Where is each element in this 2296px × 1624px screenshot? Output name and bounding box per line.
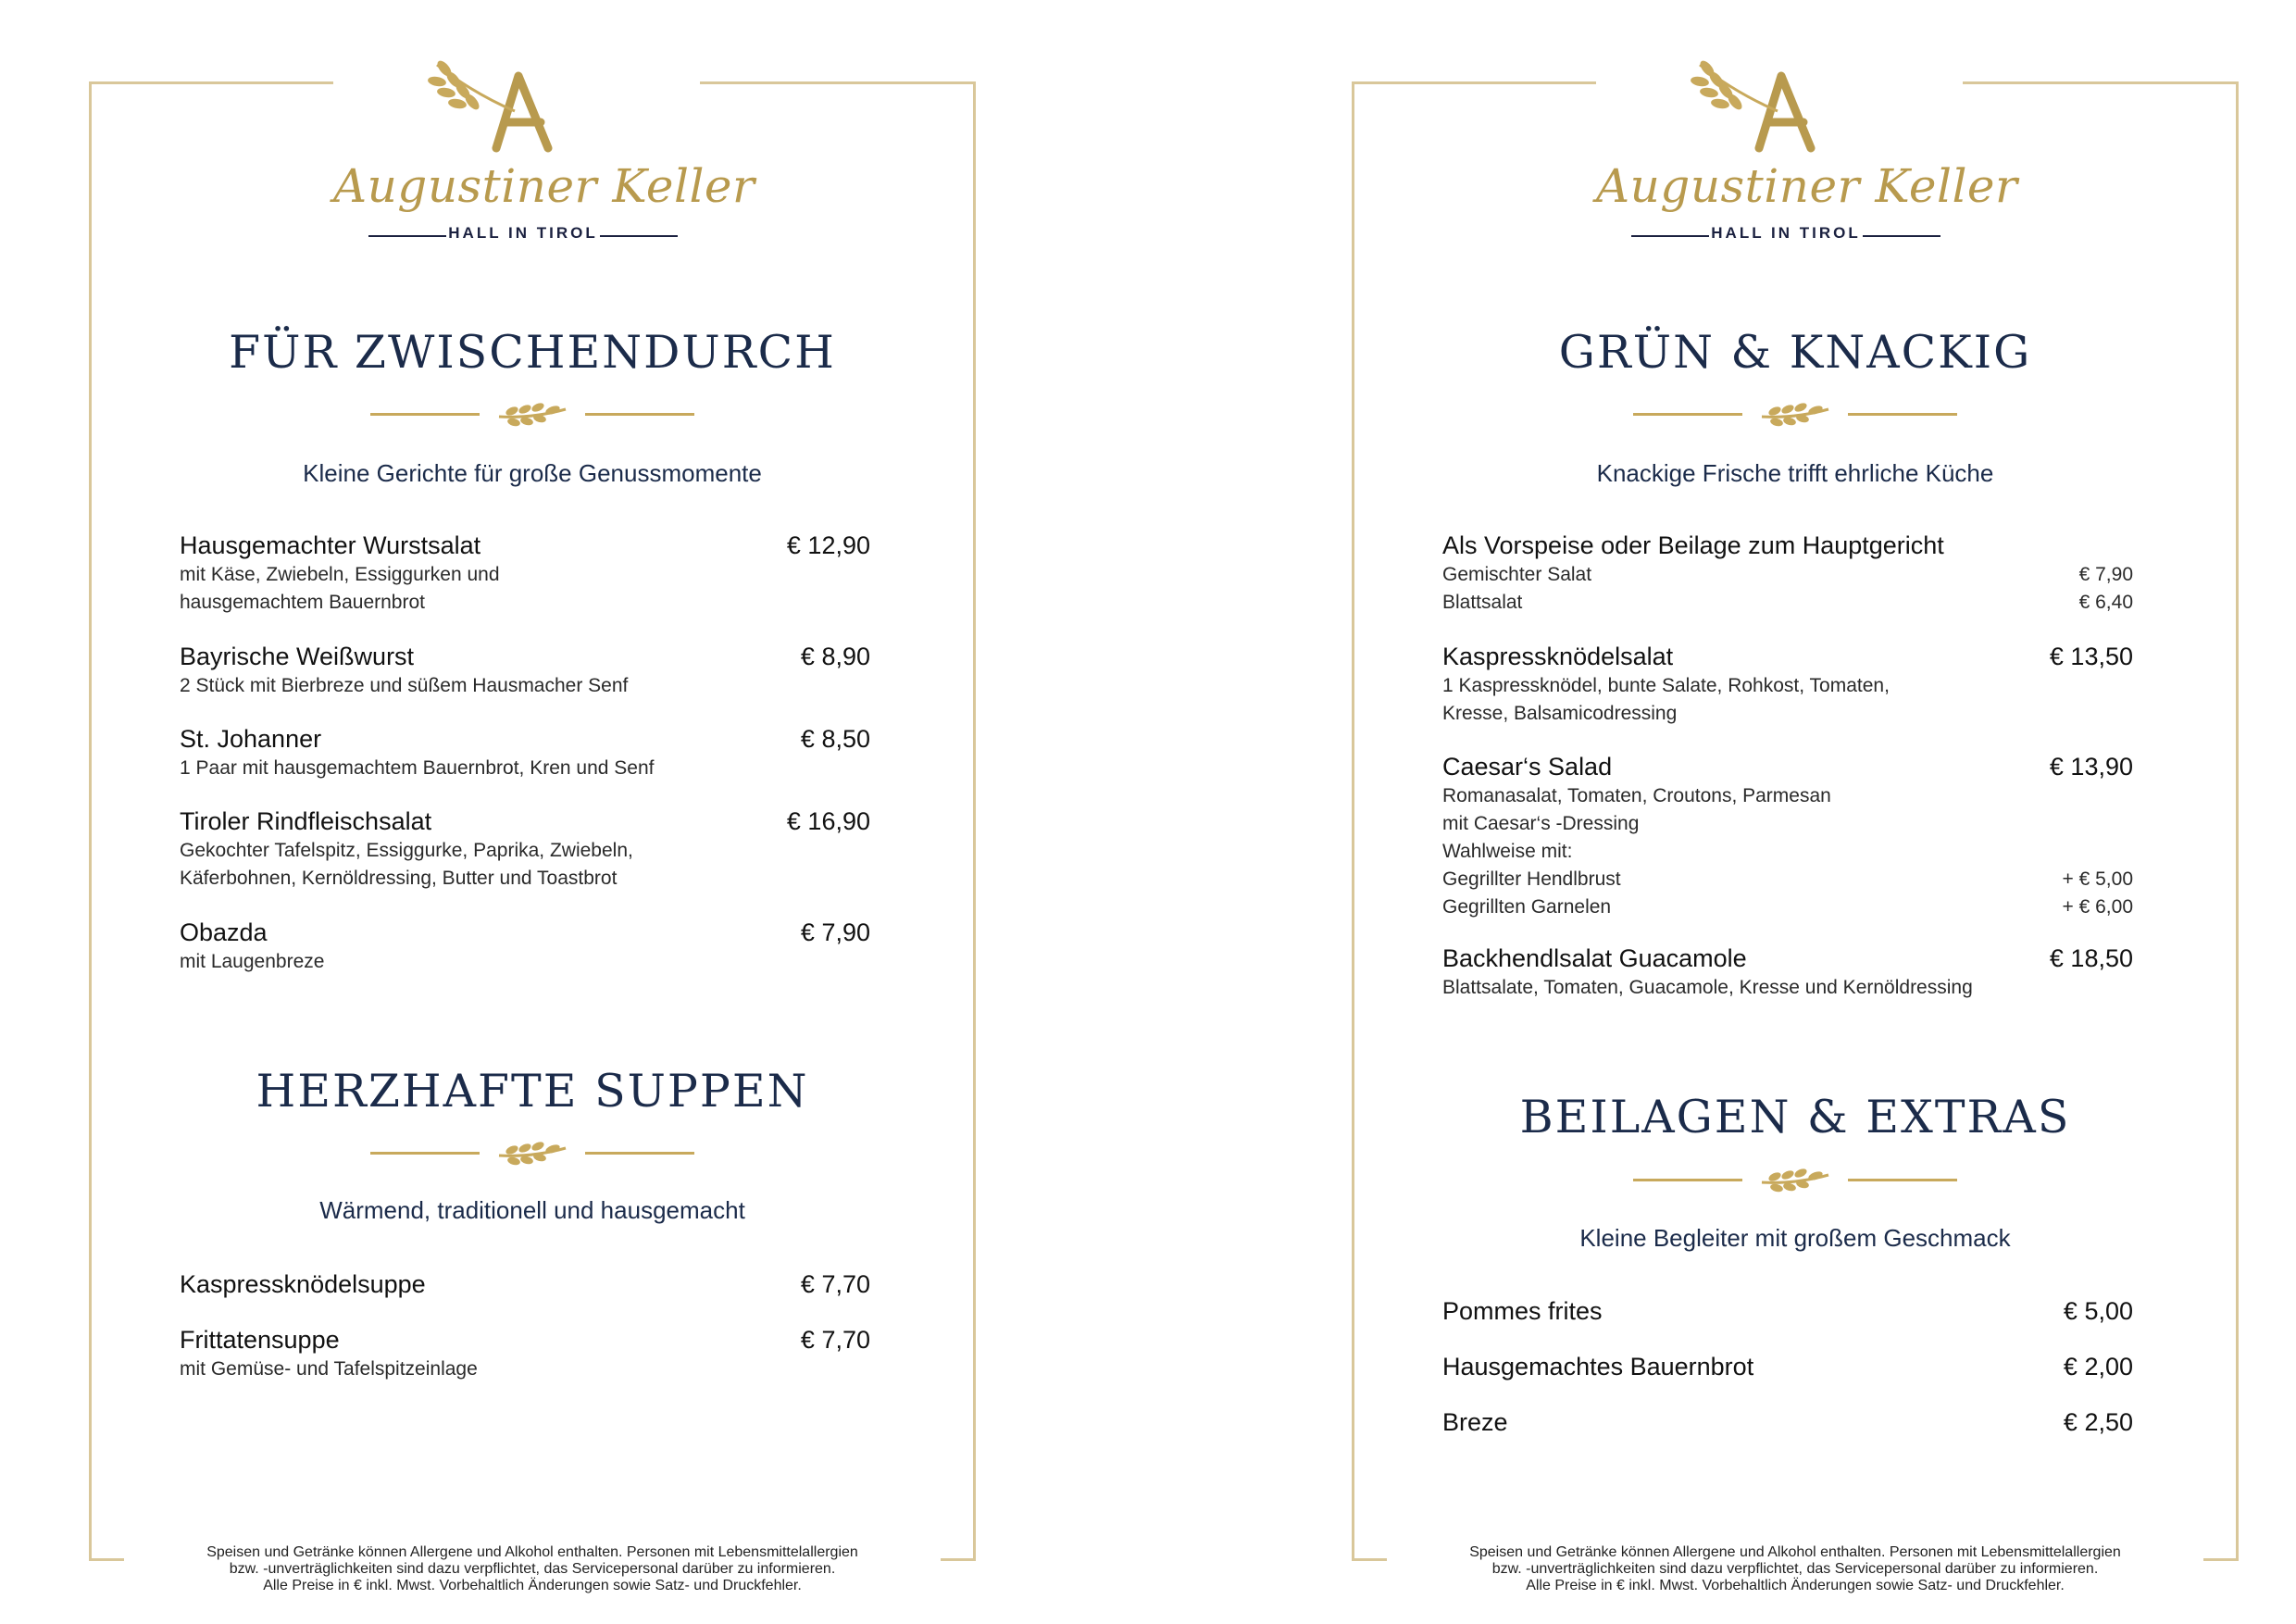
item-description: Blattsalate, Tomaten, Guacamole, Kresse und Kernöldressing xyxy=(1442,977,1973,998)
item-description: 1 Kaspressknödel, bunte Salate, Rohkost, Tomaten, xyxy=(1442,675,1890,696)
option-price: + € 6,00 xyxy=(2062,896,2133,918)
allergen-notice xyxy=(124,1544,941,1594)
item-price: € 18,50 xyxy=(2049,944,2133,972)
option-price: + € 5,00 xyxy=(2062,868,2133,890)
frame-line xyxy=(2236,81,2239,1561)
menu-item xyxy=(180,917,870,976)
section-subtitle: Knackige Frische trifft ehrliche Küche xyxy=(1596,459,1994,487)
item-description: Kresse, Balsamicodressing xyxy=(1442,703,1678,724)
item-price: € 2,00 xyxy=(2063,1353,2133,1380)
menu-item xyxy=(180,723,870,782)
item-name: Obazda xyxy=(180,918,268,946)
menu-item xyxy=(180,1324,870,1383)
section-title: BEILAGEN & EXTRAS xyxy=(1519,1091,2071,1143)
wheat-ornament-icon xyxy=(1756,1164,1834,1197)
menu-item xyxy=(180,806,870,893)
item-price: € 7,70 xyxy=(800,1270,870,1298)
frame-line xyxy=(700,81,976,84)
footer-line: bzw. -unverträglichkeiten sind dazu verpflichtet, das Servicepersonal darüber zu informieren. xyxy=(1491,1561,2099,1577)
item-price: € 7,90 xyxy=(800,918,870,946)
item-name: St. Johanner xyxy=(180,725,322,753)
section-divider xyxy=(370,1135,694,1172)
option-label: Gemischter Salat xyxy=(1442,564,1592,585)
item-name: Backhendlsalat Guacamole xyxy=(1442,944,1747,972)
footer-line: Speisen und Getränke können Allergene und Alkohol enthalten. Personen mit Lebensmittelallergien xyxy=(206,1544,858,1560)
frame-line xyxy=(89,81,92,1561)
brand-logo xyxy=(333,56,755,242)
item-name: Hausgemachtes Bauernbrot xyxy=(1442,1353,1754,1380)
menu-item xyxy=(1442,530,2133,617)
brand-subtitle: HALL IN TIROL xyxy=(448,224,598,242)
wheat-ornament-icon xyxy=(493,398,571,431)
item-price: € 13,50 xyxy=(2049,643,2133,670)
menu-item xyxy=(1442,1351,2133,1382)
option-price: € 7,90 xyxy=(2078,564,2133,585)
item-description: mit Gemüse- und Tafelspitzeinlage xyxy=(180,1358,478,1380)
frame-line xyxy=(973,81,976,1561)
option-label: Gegrillter Hendlbrust xyxy=(1442,868,1621,890)
item-name: Pommes frites xyxy=(1442,1297,1603,1325)
section-subtitle: Kleine Begleiter mit großem Geschmack xyxy=(1579,1224,2011,1252)
item-option xyxy=(1442,866,2133,893)
item-price: € 16,90 xyxy=(786,807,870,835)
item-price: € 8,50 xyxy=(800,725,870,753)
menu-page-right xyxy=(1263,0,2296,1624)
item-description: 1 Paar mit hausgemachtem Bauernbrot, Kren und Senf xyxy=(180,757,655,779)
item-option xyxy=(1442,561,2133,589)
footer-line: Alle Preise in € inkl. Mwst. Vorbehaltlich Änderungen sowie Satz- und Druckfehler. xyxy=(263,1578,802,1593)
item-option xyxy=(1442,589,2133,617)
menu-item xyxy=(180,641,870,700)
wheat-ornament-icon xyxy=(493,1137,571,1170)
item-name: Tiroler Rindfleischsalat xyxy=(180,807,432,835)
wheat-a-logo-icon xyxy=(1596,56,1963,157)
option-price: € 6,40 xyxy=(2078,592,2133,613)
brand-subtitle-row xyxy=(333,224,700,252)
section-title: FÜR ZWISCHENDURCH xyxy=(229,326,836,379)
item-description: Romanasalat, Tomaten, Croutons, Parmesan xyxy=(1442,785,1831,806)
footer-line: Alle Preise in € inkl. Mwst. Vorbehaltlich Änderungen sowie Satz- und Druckfehler. xyxy=(1526,1578,2065,1593)
brand-logo xyxy=(1596,56,2018,242)
item-description: mit Caesar‘s -Dressing xyxy=(1442,813,1640,834)
frame-line xyxy=(1352,81,1596,84)
brand-subtitle-row xyxy=(1596,224,1963,252)
section-divider xyxy=(1633,1162,1957,1199)
item-description: Käferbohnen, Kernöldressing, Butter und Toastbrot xyxy=(180,868,618,889)
item-description: Wahlweise mit: xyxy=(1442,841,1573,862)
item-description: Gekochter Tafelspitz, Essiggurke, Paprika, Zwiebeln, xyxy=(180,840,633,861)
menu-item xyxy=(1442,1295,2133,1327)
section-divider xyxy=(370,396,694,433)
item-option xyxy=(1442,893,2133,921)
item-name: Als Vorspeise oder Beilage zum Hauptgericht xyxy=(1442,531,1944,559)
frame-line xyxy=(1963,81,2239,84)
brand-name: Augustiner Keller xyxy=(333,159,755,213)
section-subtitle: Kleine Gerichte für große Genussmomente xyxy=(303,459,762,487)
menu-item xyxy=(1442,1406,2133,1438)
section-title: GRÜN & KNACKIG xyxy=(1558,326,2032,379)
frame-line xyxy=(941,1558,976,1561)
item-name: Kaspressknödelsuppe xyxy=(180,1270,426,1298)
wheat-ornament-icon xyxy=(1756,398,1834,431)
frame-line xyxy=(1352,1558,1387,1561)
frame-line xyxy=(89,81,333,84)
item-name: Breze xyxy=(1442,1408,1508,1436)
item-description: mit Käse, Zwiebeln, Essiggurken und xyxy=(180,564,500,585)
frame-line xyxy=(89,1558,124,1561)
item-name: Kaspressknödelsalat xyxy=(1442,643,1674,670)
item-name: Caesar‘s Salad xyxy=(1442,753,1613,781)
item-price: € 2,50 xyxy=(2063,1408,2133,1436)
item-description: mit Laugenbreze xyxy=(180,951,325,972)
allergen-notice xyxy=(1387,1544,2203,1594)
option-label: Blattsalat xyxy=(1442,592,1523,613)
item-name: Bayrische Weißwurst xyxy=(180,643,415,670)
menu-item xyxy=(180,530,870,617)
item-description: 2 Stück mit Bierbreze und süßem Hausmacher Senf xyxy=(180,675,629,696)
item-price: € 12,90 xyxy=(786,531,870,559)
wheat-a-logo-icon xyxy=(333,56,700,157)
item-price: € 8,90 xyxy=(800,643,870,670)
frame-line xyxy=(1352,81,1354,1561)
section-divider xyxy=(1633,396,1957,433)
brand-name: Augustiner Keller xyxy=(1596,159,2018,213)
item-description: hausgemachtem Bauernbrot xyxy=(180,592,425,613)
menu-item xyxy=(1442,751,2133,921)
option-label: Gegrillten Garnelen xyxy=(1442,896,1612,918)
item-name: Hausgemachter Wurstsalat xyxy=(180,531,481,559)
menu-item xyxy=(1442,641,2133,728)
menu-item xyxy=(1442,943,2133,1002)
brand-subtitle: HALL IN TIROL xyxy=(1711,224,1861,242)
menu-item xyxy=(180,1268,870,1300)
footer-line: Speisen und Getränke können Allergene und Alkohol enthalten. Personen mit Lebensmittelallergien xyxy=(1469,1544,2121,1560)
item-price: € 5,00 xyxy=(2063,1297,2133,1325)
section-title: HERZHAFTE SUPPEN xyxy=(256,1065,809,1118)
item-name: Frittatensuppe xyxy=(180,1326,340,1354)
footer-line: bzw. -unverträglichkeiten sind dazu verpflichtet, das Servicepersonal darüber zu informieren. xyxy=(229,1561,836,1577)
frame-line xyxy=(2203,1558,2239,1561)
item-price: € 7,70 xyxy=(800,1326,870,1354)
section-subtitle: Wärmend, traditionell und hausgemacht xyxy=(319,1196,745,1224)
item-price: € 13,90 xyxy=(2049,753,2133,781)
